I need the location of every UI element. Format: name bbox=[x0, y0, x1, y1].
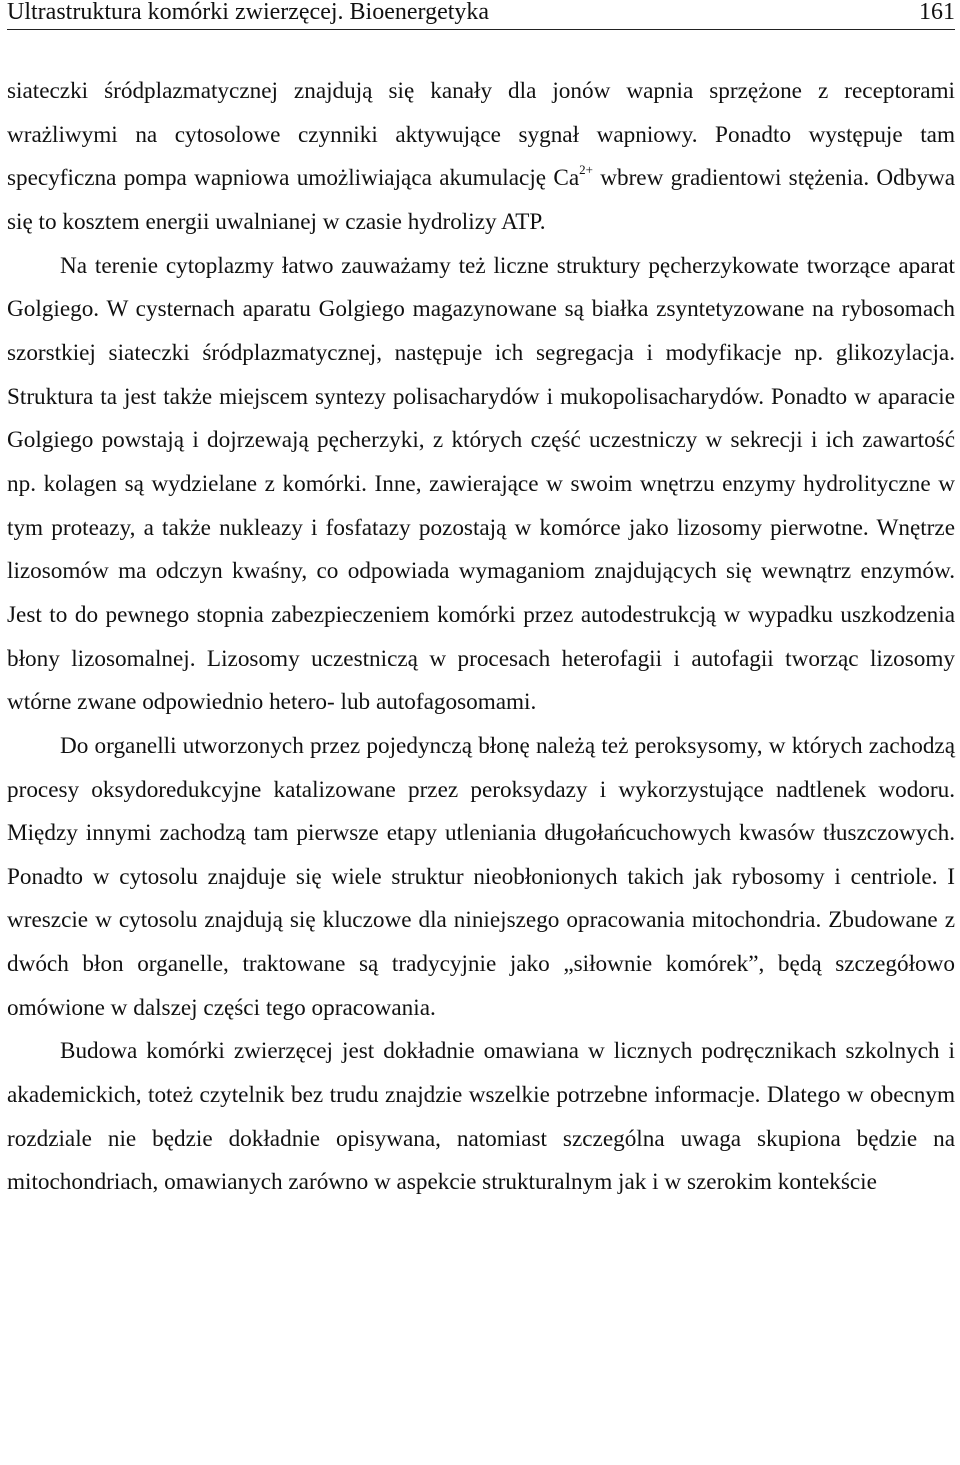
paragraph-4: Budowa komórki zwierzęcej jest dokładnie omawiana w licznych podręcznikach szkolnych i akademickich, toteż czytelnik bez trudu znajdzie wszelkie potrzebne informacje. Dlatego w obecnym rozdziale nie będzie dokładnie opisywana, natomiast szczególna uwaga skupiona będzie na mitochondriach, omawianych zarówno w aspekcie strukturalnym jak i w szerokim kontekście bbox=[7, 1038, 955, 1196]
paragraph-1-text: siateczki śródplazmatycznej znajdują się kanały dla jonów wapnia sprzężone z receptorami wrażliwymi na cytosolowe czynniki aktywujące sygnał wapniowy. Ponadto występuje tam specyficzna pompa wapniowa umożliwiająca akumulację Ca bbox=[7, 78, 955, 192]
running-header bbox=[7, 0, 955, 30]
calcium-charge-superscript: 2+ bbox=[579, 161, 593, 177]
paragraph-1-continuation: wbrew gradientowi stężenia. Odbywa się to kosztem energii uwalnianej w czasie hydrolizy ATP. bbox=[7, 165, 955, 235]
body-text bbox=[7, 70, 955, 1205]
paragraph-2: Na terenie cytoplazmy łatwo zauważamy też liczne struktury pęcherzykowate tworzące aparat Golgiego. W cysternach aparatu Golgiego magazynowane są białka zsyntetyzowane na rybosomach szorstkiej siateczki śródplazmatycznej, następuje ich segregacja i modyfikacje np. glikozylacja. Struktura ta jest także miejscem syntezy polisacharydów i mukopolisacharydów. Ponadto w aparacie Golgiego powstają i dojrzewają pęcherzyki, z których część uczestniczy w sekrecji i ich zawartość np. kolagen są wydzielane z komórki. Inne, zawierające w swoim wnętrzu enzymy hydrolityczne w tym proteazy, a także nukleazy i fosfatazy pozostają w komórce jako lizosomy pierwotne. Wnętrze lizosomów ma odczyn kwaśny, co odpowiada wymaganiom znajdujących się wewnątrz enzymów. Jest to do pewnego stopnia zabezpieczeniem komórki przez autodestrukcją w wypadku uszkodzenia błony lizosomalnej. Lizosomy uczestniczą w procesach heterofagii i autofagii tworząc lizosomy wtórne zwane odpowiednio hetero- lub autofagosomami. bbox=[7, 252, 955, 716]
running-header-title: Ultrastruktura komórki zwierzęcej. Bioenergetyka bbox=[7, 0, 490, 25]
document-page bbox=[7, 0, 955, 1465]
paragraph-1 bbox=[7, 70, 955, 245]
paragraph-3: Do organelli utworzonych przez pojedynczą błonę należą też peroksysomy, w których zachodzą procesy oksydoredukcyjne katalizowane przez peroksydazy i wykorzystujące nadtlenek wodoru. Między innymi zachodzą tam pierwsze etapy utleniania długołańcuchowych kwasów tłuszczowych. Ponadto w cytosolu znajduje się wiele struktur nieobłonionych takich jak rybosomy i centriole. I wreszcie w cytosolu znajdują się kluczowe dla niniejszego opracowania mitochondria. Zbudowane z dwóch błon organelle, traktowane są tradycyjnie jako „siłownie komórek”, będą szczegółowo omówione w dalszej części tego opracowania. bbox=[7, 732, 955, 1021]
page-number: 161 bbox=[919, 0, 955, 25]
